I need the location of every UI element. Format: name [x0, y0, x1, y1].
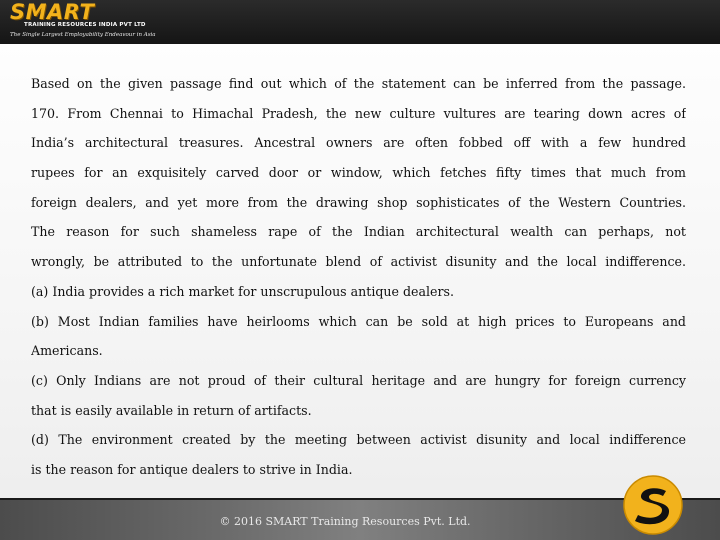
- passage-line: rupees for an exquisitely carved door or window, which fetches fifty times that much from: [31, 165, 686, 181]
- passage-line: The reason for such shameless rape of the Indian architectural wealth can perhaps, not: [31, 224, 686, 240]
- option-c-continued: that is easily available in return of artifacts.: [31, 402, 312, 418]
- option-d-continued: is the reason for antique dealers to strive in India.: [31, 461, 353, 477]
- logo-subtitle: TRAINING RESOURCES INDIA PVT LTD: [24, 22, 146, 28]
- footer-copyright: © 2016 SMART Training Resources Pvt. Ltd.: [219, 515, 471, 528]
- passage-line: foreign dealers, and yet more from the drawing shop sophisticates of the Western Countries.: [31, 194, 686, 210]
- option-a: (a) India provides a rich market for unscrupulous antique dealers.: [31, 283, 454, 299]
- option-b-continued: Americans.: [31, 343, 103, 359]
- passage-line: 170. From Chennai to Himachal Pradesh, the new culture vultures are tearing down acres of: [31, 105, 686, 121]
- option-d: (d) The environment created by the meeting between activist disunity and local indifference: [31, 432, 686, 448]
- logo-brand-name: SMART: [10, 0, 95, 24]
- passage-line: India’s architectural treasures. Ancestral owners are often fobbed off with a few hundred: [31, 135, 686, 151]
- passage-line: wrongly, be attributed to the unfortunate blend of activist disunity and the local indifference.: [31, 254, 686, 270]
- logo-tagline: The Single Largest Employability Endeavour in Asia: [10, 32, 156, 38]
- option-c: (c) Only Indians are not proud of their cultural heritage and are hungry for foreign currency: [31, 372, 686, 388]
- passage-text: [31, 69, 686, 485]
- smart-logo: [6, 0, 156, 42]
- smart-s-logo-icon: [622, 474, 684, 536]
- question-line: Based on the given passage find out which of the statement can be inferred from the passage.: [31, 76, 686, 91]
- option-b: (b) Most Indian families have heirlooms which can be sold at high prices to Europeans and: [31, 313, 686, 329]
- header-banner: [0, 0, 720, 44]
